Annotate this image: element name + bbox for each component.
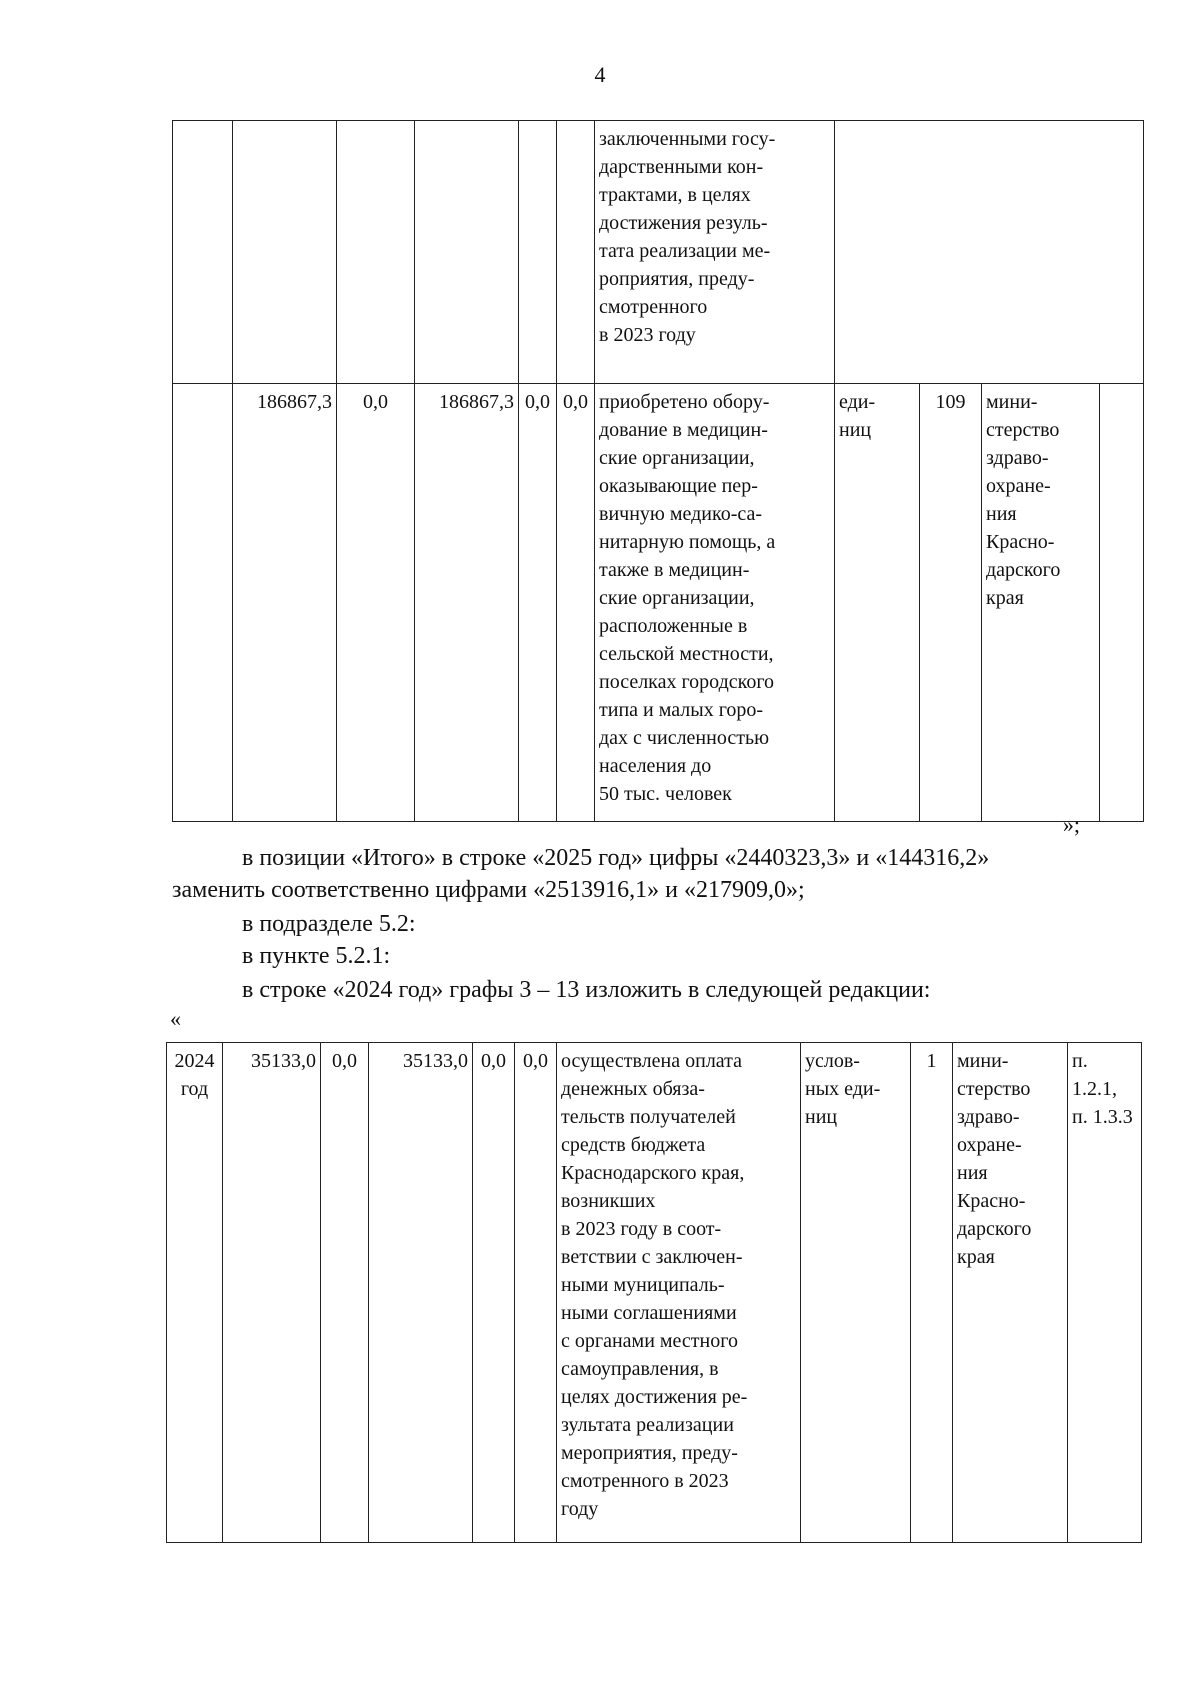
other-amount: 0,0 — [557, 384, 595, 822]
total-amount: 35133,0 — [223, 1043, 321, 1543]
other-amount: 0,0 — [515, 1043, 557, 1543]
paragraph-item: в пункте 5.2.1: — [242, 943, 391, 969]
result-value: 1 — [911, 1043, 953, 1543]
unit-of-measure: услов- ных еди- ниц — [801, 1043, 911, 1543]
table-row — [173, 121, 1144, 384]
table-row — [173, 384, 1144, 822]
year-cell: 2024 год — [167, 1043, 223, 1543]
unit-of-measure: еди- ниц — [835, 384, 920, 822]
table-continuation — [172, 120, 1144, 822]
result-value: 109 — [920, 384, 982, 822]
paragraph-instruction: в строке «2024 год» графы 3 – 13 изложить в следующей редакции: — [242, 977, 931, 1003]
table-row — [167, 1043, 1142, 1543]
federal-amount: 0,0 — [337, 384, 415, 822]
opening-quote: « — [170, 1006, 181, 1031]
paragraph-itogo-line1: в позиции «Итого» в строке «2025 год» цифры «2440323,3» и «144316,2» — [242, 845, 990, 871]
federal-amount: 0,0 — [321, 1043, 369, 1543]
result-description: осуществлена оплата денежных обяза- тельств получателей средств бюджета Краснодарского края, возникших в 2023 году в соот- ветствии с заключен- ными муниципаль- ными соглашениями с органами местного самоуправления, в целях достижения ре- зультата реализации мероприятия, преду- смотренного в 2023 году — [557, 1043, 801, 1543]
regional-amount: 186867,3 — [415, 384, 519, 822]
table-replacement — [166, 1042, 1142, 1543]
local-amount: 0,0 — [473, 1043, 515, 1543]
closing-quote: »; — [1062, 812, 1080, 837]
paragraph-itogo-line2: заменить соответственно цифрами «2513916,1» и «217909,0»; — [172, 877, 805, 903]
reference: п. 1.2.1, п. 1.3.3 — [1068, 1043, 1142, 1543]
result-description: заключенными госу- дарственными кон- трактами, в целях достижения резуль- тата реализации ме- роприятия, преду- смотренного в 2023 году — [595, 121, 835, 384]
local-amount: 0,0 — [519, 384, 557, 822]
regional-amount: 35133,0 — [369, 1043, 473, 1543]
paragraph-subsection: в подразделе 5.2: — [242, 911, 416, 937]
total-amount: 186867,3 — [233, 384, 337, 822]
executor: мини- стерство здраво- охране- ния Красно- дарского края — [982, 384, 1100, 822]
page-number: 4 — [594, 62, 606, 87]
result-description: приобретено обору- дование в медицин- ские организации, оказывающие пер- вичную медико-са- нитарную помощь, а также в медицин- ские организации, расположенные в сельской местности, поселках городского типа и малых горо- дах с численностью населения до 50 тыс. человек — [595, 384, 835, 822]
executor: мини- стерство здраво- охране- ния Красно- дарского края — [953, 1043, 1068, 1543]
